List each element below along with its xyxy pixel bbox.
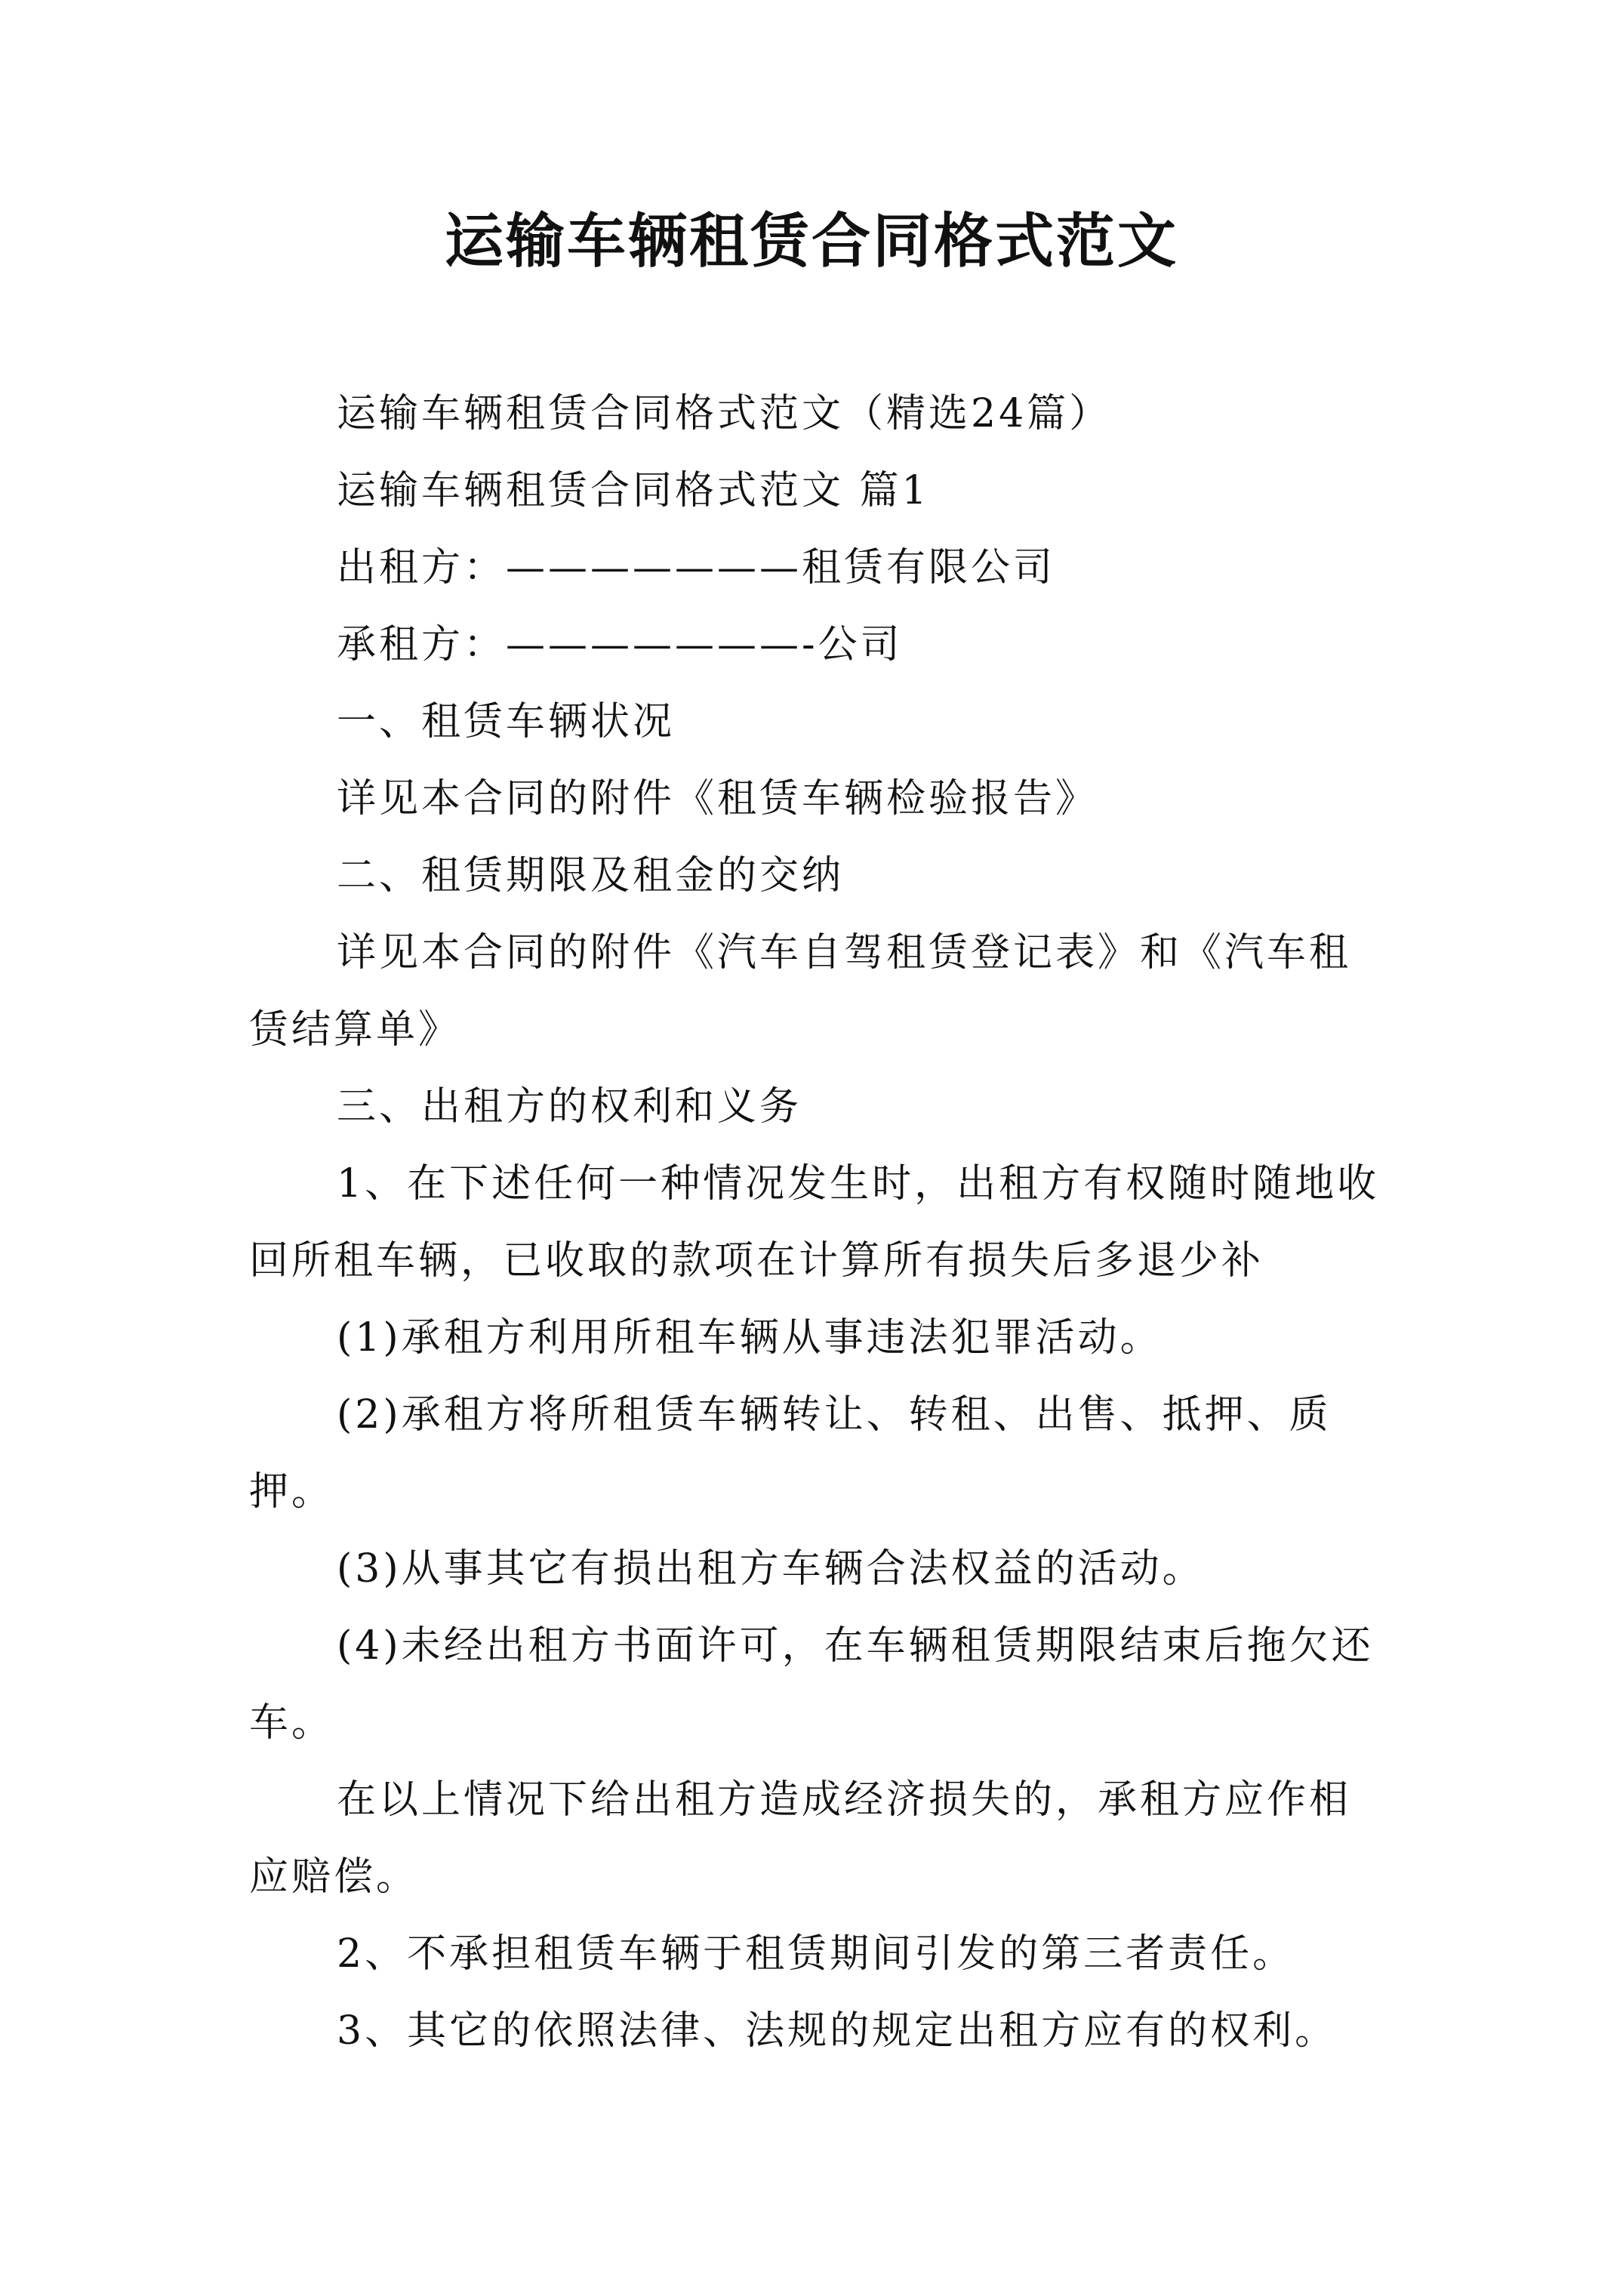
section-heading-vehicle-status: 一、租赁车辆状况 xyxy=(337,699,676,744)
document-body xyxy=(249,375,1381,2069)
clause-3: 3、其它的依照法律、法规的规定出租方应有的权利。 xyxy=(337,2008,1338,2054)
clause-1-item-2: (2)承租方将所租赁车辆转让、转租、出售、抵押、质押。 xyxy=(249,1392,1332,1515)
paragraph-lessee: 承租方：———————-公司 xyxy=(337,622,903,667)
clause-1: 1、在下述任何一种情况发生时，出租方有权随时随地收回所租车辆，已收取的款项在计算所有损失后多退少补 xyxy=(249,1161,1380,1284)
clause-2: 2、不承担租赁车辆于租赁期间引发的第三者责任。 xyxy=(337,1931,1295,1977)
clause-1-item-3: (3)从事其它有损出租方车辆合法权益的活动。 xyxy=(337,1546,1205,1592)
paragraph-article-heading: 运输车辆租赁合同格式范文 篇1 xyxy=(337,468,930,513)
paragraph-collection-heading: 运输车辆租赁合同格式范文（精选24篇） xyxy=(337,391,1112,436)
clause-1-item-1: (1)承租方利用所租车辆从事违法犯罪活动。 xyxy=(337,1315,1163,1361)
paragraph-vehicle-status: 详见本合同的附件《租赁车辆检验报告》 xyxy=(337,776,1098,821)
paragraph-lessor: 出租方：———————租赁有限公司 xyxy=(337,545,1056,590)
section-heading-lessor-rights: 三、出租方的权利和义务 xyxy=(337,1084,802,1130)
paragraph-compensation: 在以上情况下给出租方造成经济损失的，承租方应作相应赔偿。 xyxy=(249,1777,1352,1900)
clause-1-item-4: (4)未经出租方书面许可，在车辆租赁期限结束后拖欠还车。 xyxy=(249,1623,1374,1746)
document-title: 运输车辆租赁合同格式范文 xyxy=(444,207,1178,276)
paragraph-term-and-rent: 详见本合同的附件《汽车自驾租赁登记表》和《汽车租赁结算单》 xyxy=(249,930,1352,1052)
section-heading-term-and-rent: 二、租赁期限及租金的交纳 xyxy=(337,853,845,898)
